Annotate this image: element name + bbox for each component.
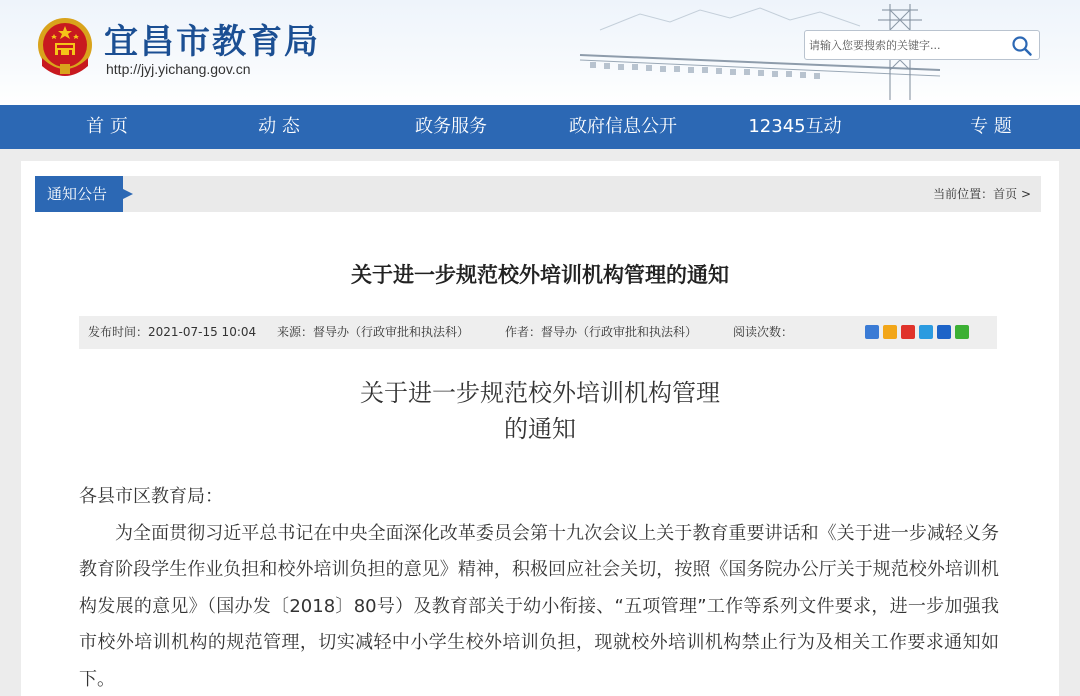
share-bar bbox=[865, 325, 969, 340]
body-paragraph: 为全面贯彻习近平总书记在中央全面深化改革委员会第十九次会议上关于教育重要讲话和《关于进一步减轻义务教育阶段学生作业负担和校外培训负担的意见》精神，积极回应社会关切，按照《国务院办公厅关于规范校外培训机构发展的意见》（国办发〔2018〕80号）及教育部关于幼小衔接、“五项管理”工作等系列文件要求，进一步加强我市校外培训机构的规范管理，切实减轻中小学生校外培训负担，现就校外培训机构禁止行为及相关工作要求通知如下。 bbox=[79, 522, 999, 690]
qzone-icon[interactable] bbox=[883, 325, 897, 339]
breadcrumb-separator: > bbox=[1017, 187, 1031, 201]
site-header bbox=[0, 0, 1080, 105]
publish-time: 发布时间：2021-07-15 10:04 bbox=[88, 325, 257, 339]
breadcrumb bbox=[933, 176, 1031, 212]
search-icon[interactable] bbox=[1011, 35, 1033, 57]
section-bar bbox=[35, 176, 1041, 212]
wechat-icon[interactable] bbox=[955, 325, 969, 339]
weibo-icon[interactable] bbox=[901, 325, 915, 339]
article-source: 来源：督导办（行政审批和执法科） bbox=[277, 325, 470, 339]
nav-item-home[interactable]: 首 页 bbox=[86, 116, 128, 137]
article-title: 关于进一步规范校外培训机构管理的通知 bbox=[351, 263, 729, 287]
article-author: 作者：督导办（行政审批和执法科） bbox=[505, 325, 698, 339]
section-tag[interactable]: 通知公告 bbox=[35, 176, 123, 212]
search-input[interactable] bbox=[809, 35, 1005, 55]
salutation: 各县市区教育局： bbox=[79, 486, 223, 507]
tencent-icon[interactable] bbox=[919, 325, 933, 339]
nav-item-12345[interactable]: 12345互动 bbox=[748, 116, 842, 137]
nav-item-info-public[interactable]: 政府信息公开 bbox=[569, 116, 677, 137]
article-body bbox=[79, 479, 999, 696]
site-url: http://jyj.yichang.gov.cn bbox=[106, 61, 251, 77]
view-count: 阅读次数： bbox=[733, 325, 794, 339]
document-title bbox=[21, 375, 1059, 447]
breadcrumb-home-link[interactable]: 首页 bbox=[993, 187, 1018, 201]
content-panel bbox=[21, 161, 1059, 696]
document-title-line1: 关于进一步规范校外培训机构管理 bbox=[360, 379, 720, 407]
site-title: 宜昌市教育局 bbox=[104, 22, 320, 62]
renren-icon[interactable] bbox=[937, 325, 951, 339]
national-emblem-logo[interactable] bbox=[36, 16, 94, 78]
nav-item-news[interactable]: 动 态 bbox=[258, 116, 300, 137]
main-nav bbox=[0, 105, 1080, 149]
search-box bbox=[804, 30, 1040, 60]
nav-item-topics[interactable]: 专 题 bbox=[970, 116, 1012, 137]
article-meta bbox=[79, 316, 997, 349]
nav-item-services[interactable]: 政务服务 bbox=[415, 116, 487, 137]
breadcrumb-prefix: 当前位置： bbox=[933, 187, 994, 201]
plus-icon[interactable] bbox=[865, 325, 879, 339]
document-title-line2: 的通知 bbox=[504, 415, 576, 443]
